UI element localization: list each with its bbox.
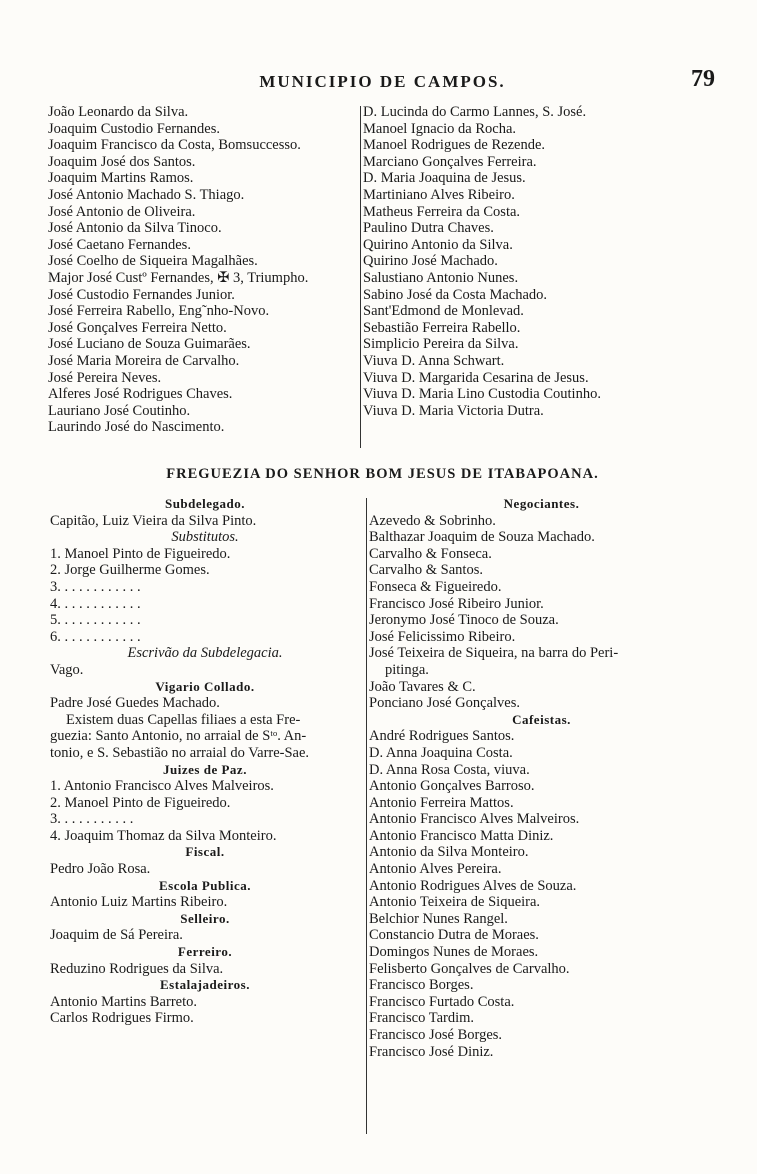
list-item: José Maria Moreira de Carvalho. [48,352,240,369]
fiscal-name: Pedro João Rosa. [50,861,151,878]
page-header [50,66,715,100]
paragraph-line: Existem duas Capellas filiaes a esta Fre- [66,711,301,728]
list-item: Lauriano José Coutinho. [48,402,191,419]
list-item: Francisco Tardim. [369,1010,475,1027]
list-item: José Teixeira de Siqueira, na barra do Peri- [369,645,619,662]
list-item: 4. . . . . . . . . . . . [50,595,141,612]
list-item: 1. Antonio Francisco Alves Malveiros. [50,778,274,795]
list-item: Joaquim Francisco da Costa, Bomsuccesso. [48,137,301,154]
negociantes-continuation: pitinga. [385,661,429,678]
list-item: Laurindo José do Nascimento. [48,419,225,436]
list-item: Antonio da Silva Monteiro. [369,844,529,861]
list-item: Antonio Ferreira Mattos. [369,794,514,811]
list-item: Felisberto Gonçalves de Carvalho. [369,960,570,977]
cafeistas-heading: Cafeistas. [512,711,571,727]
list-item: Alferes José Rodrigues Chaves. [48,386,233,403]
list-item: José Felicissimo Ribeiro. [369,628,516,645]
list-item: D. Anna Rosa Costa, viuva. [369,761,530,778]
list-item: José Luciano de Souza Guimarães. [48,336,251,353]
list-item: Antonio Martins Barreto. [50,993,197,1010]
list-item: Ponciano José Gonçalves. [369,695,521,712]
fiscal-heading: Fiscal. [185,844,225,860]
paragraph-line: tonio, e S. Sebastião no arraial do Varre-Sae. [50,744,310,761]
selleiro-name: Joaquim de Sá Pereira. [50,927,183,944]
list-item: Paulino Dutra Chaves. [363,220,494,237]
vigario-name: Padre José Guedes Machado. [50,695,220,712]
escrivao-value: Vago. [50,661,84,678]
juizes-heading: Juizes de Paz. [163,761,247,777]
list-item: José Pereira Neves. [48,369,162,386]
list-item: D. Lucinda do Carmo Lannes, S. José. [363,104,587,120]
list-item: Antonio Francisco Alves Malveiros. [369,811,580,828]
list-item: Viuva D. Anna Schwart. [363,352,505,369]
list-item: Quirino José Machado. [363,253,498,270]
top-column-rule [360,106,361,448]
ferreiro-name: Reduzino Rodrigues da Silva. [50,960,224,977]
bottom-right-column [369,496,714,1060]
list-item: Viuva D. Maria Lino Custodia Coutinho. [363,386,601,403]
top-right-column [363,104,601,419]
negociantes-list-end [369,679,714,712]
list-item: Antonio Francisco Matta Diniz. [369,827,554,844]
list-item: 3. . . . . . . . . . . [50,811,134,828]
bottom-left-column [50,496,360,1027]
list-item: Martiniano Alves Ribeiro. [363,186,515,203]
list-item: Belchior Nunes Rangel. [369,910,508,927]
list-item: Francisco José Ribeiro Junior. [369,595,544,612]
list-item: Joaquim Custodio Fernandes. [48,120,220,137]
list-item: José Coelho de Siqueira Magalhães. [48,253,258,270]
list-item: 6. . . . . . . . . . . . [50,628,141,645]
list-item: Antonio Rodrigues Alves de Souza. [369,877,577,894]
list-item: Fonseca & Figueiredo. [369,578,502,595]
list-item: 5. . . . . . . . . . . . [50,612,141,629]
list-item: Sabino José da Costa Machado. [363,286,548,303]
list-item: Viuva D. Margarida Cesarina de Jesus. [363,369,589,386]
vigario-heading: Vigario Collado. [155,678,255,694]
paragraph-line: guezia: Santo Antonio, no arraial de Sᵗᵒ. An- [50,728,307,745]
running-title: MUNICIPIO DE CAMPOS. [259,72,506,91]
substitutos-list [50,546,360,646]
section-title: FREGUEZIA DO SENHOR BOM JESUS DE ITABAPOANA. [166,466,599,482]
bottom-column-rule [366,498,367,1134]
list-item: Matheus Ferreira da Costa. [363,203,521,220]
substitutos-heading: Substitutos. [171,529,239,546]
list-item: 1. Manoel Pinto de Figueiredo. [50,545,231,562]
list-item: Marciano Gonçalves Ferreira. [363,153,537,170]
list-item: João Leonardo da Silva. [48,104,189,120]
list-item: Sant'Edmond de Monlevad. [363,303,524,320]
list-item: Quirino Antonio da Silva. [363,236,513,253]
list-item: Manoel Rodrigues de Rezende. [363,137,546,154]
list-item: Sebastião Ferreira Rabello. [363,319,521,336]
list-item: Francisco José Borges. [369,1027,503,1043]
list-item: Antonio Alves Pereira. [369,861,502,878]
escrivao-heading: Escrivão da Subdelegacia. [127,645,283,662]
list-item: Manoel Ignacio da Rocha. [363,120,517,137]
juizes-list [50,778,360,844]
estalajadeiros-heading: Estalajadeiros. [160,977,250,993]
subdelegado-name: Capitão, Luiz Vieira da Silva Pinto. [50,512,257,529]
list-item: José Antonio da Silva Tinoco. [48,220,222,237]
page-number: 79 [691,66,715,92]
list-item: José Gonçalves Ferreira Netto. [48,319,227,336]
list-item: Domingos Nunes de Moraes. [369,944,539,961]
list-item: 3. . . . . . . . . . . . [50,578,141,595]
top-left-column [48,104,308,436]
list-item: Francisco José Diniz. [369,1043,494,1060]
list-item: Carvalho & Santos. [369,562,483,579]
list-item: Francisco Furtado Costa. [369,993,515,1010]
list-item: Antonio Gonçalves Barroso. [369,778,535,795]
list-item: João Tavares & C. [369,678,476,695]
list-item: Major José Custº Fernandes, ✠ 3, Triumpho. [48,269,309,286]
list-item: Viuva D. Maria Victoria Dutra. [363,402,544,419]
list-item: José Custodio Fernandes Junior. [48,286,235,303]
escola-heading: Escola Publica. [158,877,251,893]
capellas-paragraph [50,712,360,762]
list-item: 4. Joaquim Thomaz da Silva Monteiro. [50,827,277,844]
negociantes-list [369,513,714,662]
list-item: D. Anna Joaquina Costa. [369,744,513,761]
list-item: Salustiano Antonio Nunes. [363,269,519,286]
list-item: 2. Jorge Guilherme Gomes. [50,562,210,579]
escola-name: Antonio Luiz Martins Ribeiro. [50,894,228,911]
selleiro-heading: Selleiro. [180,910,230,926]
list-item: José Ferreira Rabello, Eng˜nho-Novo. [48,303,270,320]
list-item: Antonio Teixeira de Siqueira. [369,894,541,911]
list-item: Joaquim Martins Ramos. [48,170,194,187]
subdelegado-heading: Subdelegado. [164,496,246,511]
list-item: André Rodrigues Santos. [369,728,515,745]
list-item: Simplicio Pereira da Silva. [363,336,519,353]
list-item: Joaquim José dos Santos. [48,153,196,170]
list-item: Azevedo & Sobrinho. [369,512,496,529]
estalajadeiros-list [50,994,360,1027]
negociantes-heading: Negociantes. [503,496,580,511]
list-item: D. Maria Joaquina de Jesus. [363,170,526,187]
list-item: José Caetano Fernandes. [48,236,191,253]
list-item: Constancio Dutra de Moraes. [369,927,539,944]
list-item: Francisco Borges. [369,977,474,994]
list-item: José Antonio de Oliveira. [48,203,196,220]
cafeistas-list [369,728,714,1060]
list-item: 2. Manoel Pinto de Figueiredo. [50,794,231,811]
ferreiro-heading: Ferreiro. [177,944,233,960]
list-item: Balthazar Joaquim de Souza Machado. [369,529,595,546]
list-item: Carlos Rodrigues Firmo. [50,1010,194,1027]
list-item: Carvalho & Fonseca. [369,545,492,562]
list-item: José Antonio Machado S. Thiago. [48,186,245,203]
list-item: Jeronymo José Tinoco de Souza. [369,612,559,629]
